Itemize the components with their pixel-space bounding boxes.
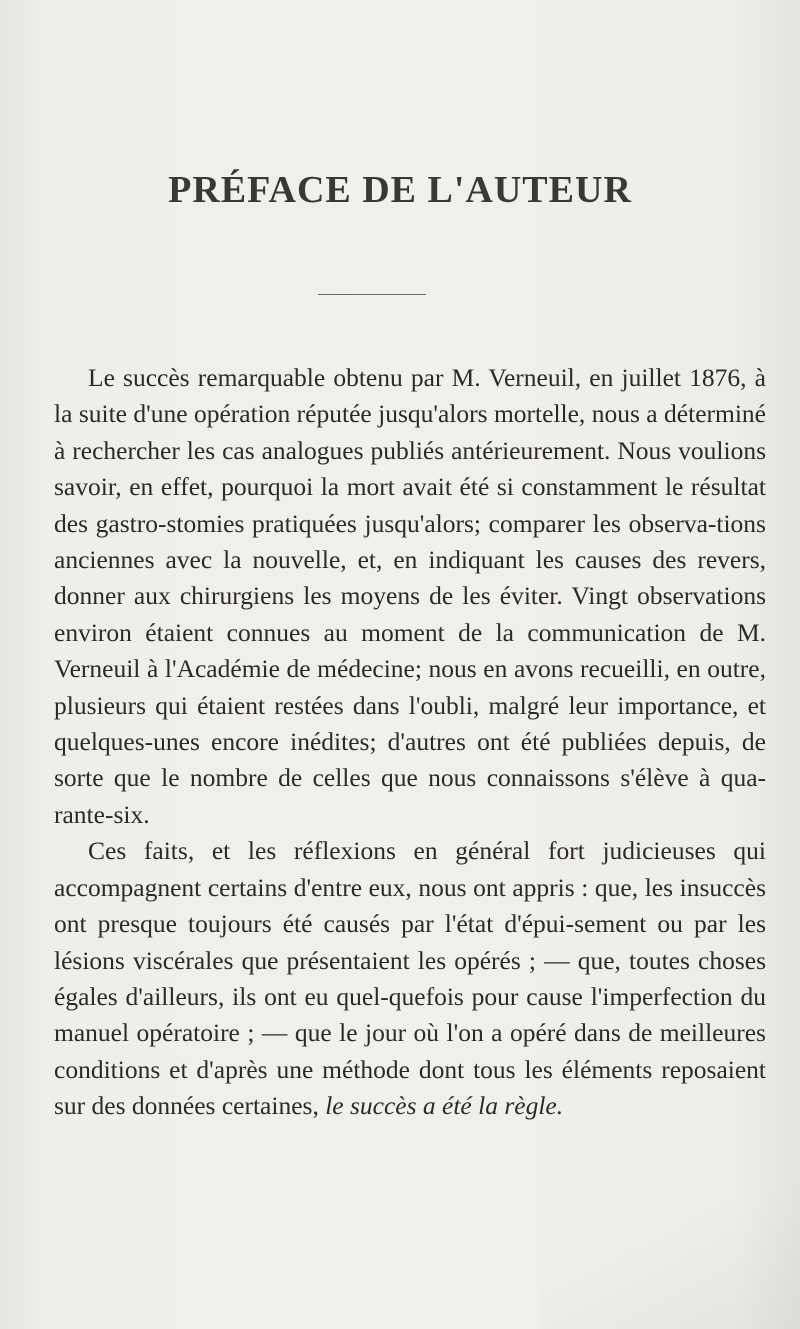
paragraph-2 <box>54 833 766 1124</box>
paragraph-2-italic: le succès a été la règle. <box>325 1091 564 1121</box>
paragraph-1: Le succès remarquable obtenu par M. Verneuil, en juillet 1876, à la suite d'une opération réputée jusqu'alors mortelle, nous a déterminé à rechercher les cas analogues publiés antérieurement. Nous voulions savoir, en effet, pourquoi la mort avait été si constamment le résultat des gastro-stomies pratiquées jusqu'alors; comparer les observa-tions anciennes avec la nouvelle, et, en indiquant les causes des revers, donner aux chirurgiens les moyens de les éviter. Vingt observations environ étaient connues au moment de la communication de M. Verneuil à l'Académie de médecine; nous en avons recueilli, en outre, plusieurs qui étaient restées dans l'oubli, malgré leur importance, et quelques-unes encore inédites; d'autres ont été publiées depuis, de sorte que le nombre de celles que nous connaissons s'élève à qua-rante-six. <box>54 363 766 829</box>
paragraph-2-text: Ces faits, et les réflexions en général fort judicieuses qui accompagnent certains d'entre eux, nous ont appris : que, les insuccès ont presque toujours été causés par l'état d'épui-sement ou par les lésions viscérales que présentaient les opérés ; — que, toutes choses égales d'ailleurs, ils ont eu quel-quefois pour cause l'imperfection du manuel opératoire ; — que le jour où l'on a opéré dans de meilleures conditions et d'après une méthode dont tous les éléments reposaient sur des données certaines, <box>54 836 766 1121</box>
page-title: PRÉFACE DE L'AUTEUR <box>168 169 632 211</box>
title-divider <box>318 294 426 295</box>
preface-body <box>54 360 766 1125</box>
page-shadow <box>540 1169 800 1329</box>
